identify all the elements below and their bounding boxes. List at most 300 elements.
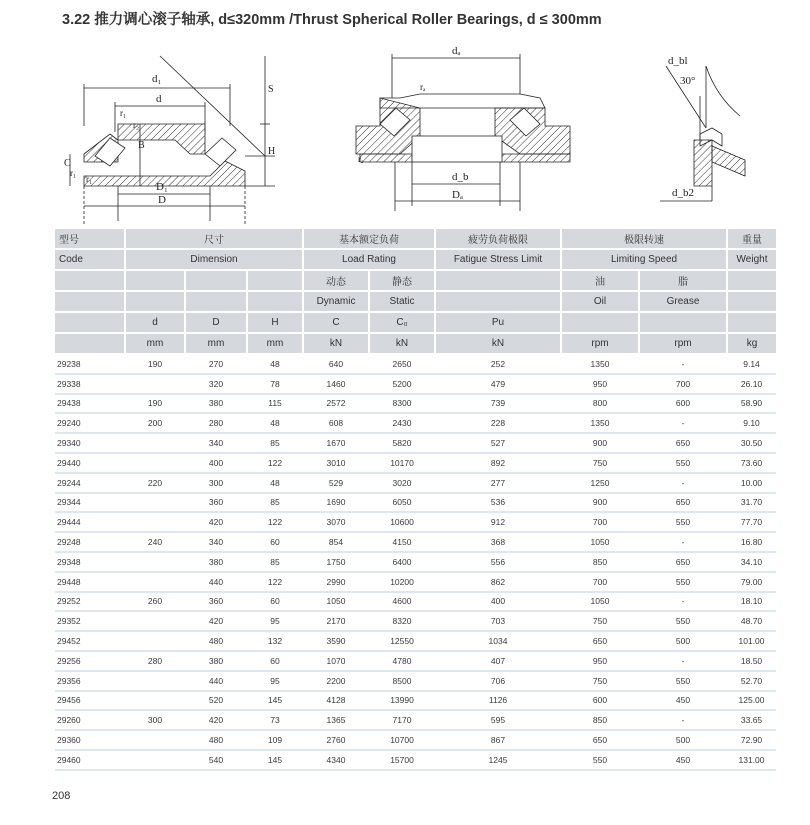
cell-D: 340	[185, 433, 247, 453]
header-dynamic-cn: 动态	[303, 270, 369, 291]
cell-d: 190	[125, 354, 185, 374]
cell-grease: -	[639, 413, 727, 433]
table-row	[55, 493, 776, 513]
table-body	[55, 354, 776, 770]
cell-H: 78	[247, 374, 303, 394]
cell-weight: 10.00	[727, 473, 776, 493]
cell-code: 29248	[55, 532, 125, 552]
cell-C: 3070	[303, 512, 369, 532]
cell-Pu: 536	[435, 493, 561, 513]
cell-grease: 650	[639, 493, 727, 513]
header-code-en: Code	[55, 249, 125, 270]
cell-D: 420	[185, 710, 247, 730]
header-H: H	[247, 312, 303, 333]
cell-weight: 34.10	[727, 552, 776, 572]
cell-C: 529	[303, 473, 369, 493]
label-db2: d_b2	[672, 187, 694, 199]
cell-weight: 9.14	[727, 354, 776, 374]
table-row	[55, 572, 776, 592]
label-ra-side: rₐ	[358, 154, 364, 164]
bearing-section-diagram	[70, 56, 275, 226]
cell-oil: 1350	[561, 354, 639, 374]
cell-code: 29338	[55, 374, 125, 394]
header-d: d	[125, 312, 185, 333]
cell-d: 240	[125, 532, 185, 552]
cell-oil: 900	[561, 433, 639, 453]
unit-weight: kg	[727, 333, 776, 354]
cell-C0: 5200	[369, 374, 435, 394]
cell-D: 420	[185, 512, 247, 532]
cell-H: 95	[247, 611, 303, 631]
cell-oil: 1250	[561, 473, 639, 493]
header-fatigue-cn: 疲劳负荷极限	[435, 229, 561, 249]
cell-oil: 650	[561, 730, 639, 750]
label-H: H	[268, 146, 276, 157]
cell-oil: 650	[561, 631, 639, 651]
cell-C0: 7170	[369, 710, 435, 730]
cell-H: 145	[247, 691, 303, 711]
cell-code: 29360	[55, 730, 125, 750]
cell-C0: 3020	[369, 473, 435, 493]
cell-H: 60	[247, 651, 303, 671]
cell-grease: 450	[639, 691, 727, 711]
cell-code: 29256	[55, 651, 125, 671]
cell-grease: 700	[639, 374, 727, 394]
cell-weight: 79.00	[727, 572, 776, 592]
cell-C0: 6400	[369, 552, 435, 572]
unit-d: mm	[125, 333, 185, 354]
cell-H: 48	[247, 473, 303, 493]
label-D1: D₁	[156, 181, 168, 193]
header-oil-en: Oil	[561, 291, 639, 312]
cell-weight: 58.90	[727, 394, 776, 414]
cell-H: 95	[247, 671, 303, 691]
table-row	[55, 710, 776, 730]
cell-D: 400	[185, 453, 247, 473]
cell-oil: 750	[561, 611, 639, 631]
cell-grease: 550	[639, 512, 727, 532]
cell-C: 1050	[303, 592, 369, 612]
cell-Pu: 912	[435, 512, 561, 532]
cell-C: 2170	[303, 611, 369, 631]
unit-oil: rpm	[561, 333, 639, 354]
cell-Pu: 862	[435, 572, 561, 592]
cell-D: 380	[185, 394, 247, 414]
cell-H: 122	[247, 453, 303, 473]
cell-C0: 10200	[369, 572, 435, 592]
cell-grease: 550	[639, 572, 727, 592]
cell-C: 1460	[303, 374, 369, 394]
table-row	[55, 651, 776, 671]
cell-C0: 8500	[369, 671, 435, 691]
cell-code: 29344	[55, 493, 125, 513]
label-C: C	[64, 158, 71, 169]
cell-Pu: 867	[435, 730, 561, 750]
cell-oil: 750	[561, 671, 639, 691]
cell-code: 29240	[55, 413, 125, 433]
cell-weight: 31.70	[727, 493, 776, 513]
cell-C0: 5820	[369, 433, 435, 453]
cell-C0: 2650	[369, 354, 435, 374]
cell-code: 29340	[55, 433, 125, 453]
table-row	[55, 532, 776, 552]
cell-code: 29260	[55, 710, 125, 730]
header-D: D	[185, 312, 247, 333]
bearing-diagrams	[0, 36, 810, 226]
cell-code: 29252	[55, 592, 125, 612]
cell-H: 122	[247, 512, 303, 532]
cell-d	[125, 750, 185, 770]
cell-H: 109	[247, 730, 303, 750]
cell-Pu: 703	[435, 611, 561, 631]
cell-oil: 850	[561, 552, 639, 572]
cell-C0: 10600	[369, 512, 435, 532]
cell-d: 200	[125, 413, 185, 433]
cell-d	[125, 631, 185, 651]
cell-code: 29244	[55, 473, 125, 493]
table-row	[55, 394, 776, 414]
cell-C0: 15700	[369, 750, 435, 770]
cell-D: 360	[185, 493, 247, 513]
cell-weight: 125.00	[727, 691, 776, 711]
cell-H: 48	[247, 354, 303, 374]
cell-Pu: 1034	[435, 631, 561, 651]
table-row	[55, 691, 776, 711]
cell-D: 300	[185, 473, 247, 493]
label-d: d	[156, 93, 162, 105]
header-load-rating-en: Load Rating	[303, 249, 435, 270]
header-limiting-speed-cn: 极限转速	[561, 229, 727, 249]
cell-oil: 550	[561, 750, 639, 770]
cell-H: 115	[247, 394, 303, 414]
cell-d	[125, 671, 185, 691]
cell-H: 122	[247, 572, 303, 592]
cell-Pu: 527	[435, 433, 561, 453]
cell-H: 132	[247, 631, 303, 651]
cell-H: 73	[247, 710, 303, 730]
cell-d	[125, 453, 185, 473]
section-number: 3.22	[62, 12, 91, 28]
cell-D: 540	[185, 750, 247, 770]
cell-d	[125, 730, 185, 750]
cell-Pu: 706	[435, 671, 561, 691]
label-D: D	[158, 194, 166, 206]
label-r1-top: r₁	[120, 108, 127, 118]
cell-Pu: 252	[435, 354, 561, 374]
cell-d	[125, 493, 185, 513]
cell-C0: 4150	[369, 532, 435, 552]
cell-D: 520	[185, 691, 247, 711]
label-S: S	[268, 84, 274, 95]
cell-C: 2760	[303, 730, 369, 750]
bearing-spec-table	[55, 229, 776, 771]
cell-weight: 48.70	[727, 611, 776, 631]
cell-Pu: 368	[435, 532, 561, 552]
header-oil-cn: 油	[561, 270, 639, 291]
label-da: dₐ	[452, 45, 461, 57]
cell-code: 29448	[55, 572, 125, 592]
cell-C: 1365	[303, 710, 369, 730]
cell-C: 1670	[303, 433, 369, 453]
cell-D: 380	[185, 552, 247, 572]
cell-H: 60	[247, 532, 303, 552]
cell-d	[125, 552, 185, 572]
cell-oil: 1050	[561, 592, 639, 612]
header-weight-en: Weight	[727, 249, 776, 270]
header-row-en	[55, 249, 776, 270]
header-Pu: Pu	[435, 312, 561, 333]
cell-C: 1750	[303, 552, 369, 572]
cell-C: 1070	[303, 651, 369, 671]
cell-weight: 16.80	[727, 532, 776, 552]
cell-code: 29452	[55, 631, 125, 651]
cell-D: 270	[185, 354, 247, 374]
label-db: d_b	[452, 171, 469, 183]
header-fatigue-en: Fatigue Stress Limit	[435, 249, 561, 270]
cell-code: 29348	[55, 552, 125, 572]
header-dimension-en: Dimension	[125, 249, 303, 270]
cell-C: 3590	[303, 631, 369, 651]
cell-H: 85	[247, 493, 303, 513]
cell-code: 29438	[55, 394, 125, 414]
cell-weight: 131.00	[727, 750, 776, 770]
table-row	[55, 631, 776, 651]
header-load-rating-cn: 基本额定负荷	[303, 229, 435, 249]
unit-grease: rpm	[639, 333, 727, 354]
cell-d	[125, 512, 185, 532]
header-limiting-speed-en: Limiting Speed	[561, 249, 727, 270]
table-row	[55, 453, 776, 473]
label-B: B	[138, 140, 145, 151]
cell-C0: 10170	[369, 453, 435, 473]
cell-D: 480	[185, 631, 247, 651]
cell-grease: -	[639, 532, 727, 552]
cell-Pu: 556	[435, 552, 561, 572]
cell-grease: -	[639, 710, 727, 730]
cell-grease: -	[639, 592, 727, 612]
cell-code: 29238	[55, 354, 125, 374]
header-row-cn	[55, 229, 776, 249]
page-number: 208	[52, 790, 71, 802]
cell-code: 29456	[55, 691, 125, 711]
cell-weight: 77.70	[727, 512, 776, 532]
header-row-sub-cn	[55, 270, 776, 291]
cell-D: 440	[185, 572, 247, 592]
cell-d	[125, 572, 185, 592]
cell-weight: 18.50	[727, 651, 776, 671]
unit-Pu: kN	[435, 333, 561, 354]
cell-d: 300	[125, 710, 185, 730]
table-row	[55, 374, 776, 394]
table-row	[55, 552, 776, 572]
label-r2: r₂	[133, 120, 140, 130]
cell-C0: 10700	[369, 730, 435, 750]
table-row	[55, 671, 776, 691]
cell-C: 2990	[303, 572, 369, 592]
cell-grease: 550	[639, 671, 727, 691]
cell-H: 145	[247, 750, 303, 770]
header-static-en: Static	[369, 291, 435, 312]
cell-weight: 73.60	[727, 453, 776, 473]
label-Da: Dₐ	[452, 189, 463, 201]
cell-code: 29460	[55, 750, 125, 770]
cell-Pu: 739	[435, 394, 561, 414]
cell-Pu: 479	[435, 374, 561, 394]
cell-d: 260	[125, 592, 185, 612]
cell-Pu: 595	[435, 710, 561, 730]
cell-grease: 450	[639, 750, 727, 770]
cell-D: 280	[185, 413, 247, 433]
cell-C: 1690	[303, 493, 369, 513]
table-row	[55, 413, 776, 433]
cell-oil: 700	[561, 572, 639, 592]
cell-C0: 13990	[369, 691, 435, 711]
cell-d: 190	[125, 394, 185, 414]
cell-Pu: 892	[435, 453, 561, 473]
label-ra-top: rₐ	[420, 82, 426, 92]
cell-oil: 750	[561, 453, 639, 473]
cell-weight: 9.10	[727, 413, 776, 433]
table-row	[55, 730, 776, 750]
header-dynamic-en: Dynamic	[303, 291, 369, 312]
cell-grease: 500	[639, 730, 727, 750]
cell-C0: 6050	[369, 493, 435, 513]
cell-C: 608	[303, 413, 369, 433]
cell-Pu: 1245	[435, 750, 561, 770]
cell-D: 380	[185, 651, 247, 671]
cell-grease: 500	[639, 631, 727, 651]
cell-C: 2200	[303, 671, 369, 691]
cell-D: 360	[185, 592, 247, 612]
cell-weight: 18.10	[727, 592, 776, 612]
unit-C: kN	[303, 333, 369, 354]
cell-weight: 52.70	[727, 671, 776, 691]
cell-oil: 1050	[561, 532, 639, 552]
cell-C0: 4780	[369, 651, 435, 671]
cell-oil: 950	[561, 374, 639, 394]
table-row	[55, 473, 776, 493]
cell-C: 4128	[303, 691, 369, 711]
cell-d	[125, 433, 185, 453]
detail-diagram-labels	[668, 55, 695, 199]
unit-D: mm	[185, 333, 247, 354]
cell-D: 320	[185, 374, 247, 394]
cell-H: 60	[247, 592, 303, 612]
cell-C0: 8300	[369, 394, 435, 414]
cell-oil: 850	[561, 710, 639, 730]
cell-code: 29356	[55, 671, 125, 691]
cell-C0: 4600	[369, 592, 435, 612]
table-row	[55, 512, 776, 532]
cell-C0: 2430	[369, 413, 435, 433]
header-C0: C₀	[369, 312, 435, 333]
header-dimension-cn: 尺寸	[125, 229, 303, 249]
cell-weight: 33.65	[727, 710, 776, 730]
cell-code: 29444	[55, 512, 125, 532]
cell-oil: 900	[561, 493, 639, 513]
cell-oil: 700	[561, 512, 639, 532]
cell-weight: 72.90	[727, 730, 776, 750]
cell-C0: 12550	[369, 631, 435, 651]
cell-C: 2572	[303, 394, 369, 414]
cell-weight: 30.50	[727, 433, 776, 453]
cell-d: 220	[125, 473, 185, 493]
label-d1: d₁	[152, 73, 162, 85]
cell-D: 480	[185, 730, 247, 750]
cell-C: 4340	[303, 750, 369, 770]
label-r1-bottom: r₁	[86, 174, 93, 184]
cell-D: 420	[185, 611, 247, 631]
cell-C: 3010	[303, 453, 369, 473]
cell-oil: 1350	[561, 413, 639, 433]
unit-H: mm	[247, 333, 303, 354]
cell-d: 280	[125, 651, 185, 671]
cell-grease: -	[639, 354, 727, 374]
cell-H: 85	[247, 433, 303, 453]
cell-Pu: 400	[435, 592, 561, 612]
label-dbl: d_bl	[668, 55, 688, 67]
cell-grease: 600	[639, 394, 727, 414]
mounting-diagram	[356, 54, 570, 211]
cell-d	[125, 691, 185, 711]
title-text: 推力调心滚子轴承, d≤320mm /Thrust Spherical Roller Bearings, d ≤ 300mm	[94, 12, 602, 28]
label-30deg: 30°	[680, 75, 696, 87]
cell-d	[125, 611, 185, 631]
cell-grease: 650	[639, 433, 727, 453]
table-row	[55, 750, 776, 770]
cell-Pu: 228	[435, 413, 561, 433]
label-r1-side: r₁	[70, 168, 77, 178]
cell-C: 854	[303, 532, 369, 552]
cell-H: 48	[247, 413, 303, 433]
header-grease-en: Grease	[639, 291, 727, 312]
header-grease-cn: 脂	[639, 270, 727, 291]
cell-grease: 650	[639, 552, 727, 572]
cell-Pu: 1126	[435, 691, 561, 711]
cell-weight: 26.10	[727, 374, 776, 394]
header-code-cn: 型号	[55, 229, 125, 249]
table-row	[55, 592, 776, 612]
table-row	[55, 354, 776, 374]
header-row-sub-en	[55, 291, 776, 312]
cell-grease: 550	[639, 611, 727, 631]
table-row	[55, 433, 776, 453]
cell-D: 440	[185, 671, 247, 691]
cell-D: 340	[185, 532, 247, 552]
cell-code: 29440	[55, 453, 125, 473]
page-title	[62, 8, 602, 29]
detail-diagram	[660, 66, 745, 201]
header-row-units	[55, 333, 776, 354]
cell-grease: 550	[639, 453, 727, 473]
cell-code: 29352	[55, 611, 125, 631]
cell-Pu: 277	[435, 473, 561, 493]
cell-grease: -	[639, 473, 727, 493]
cell-grease: -	[639, 651, 727, 671]
header-row-symbols	[55, 312, 776, 333]
cell-oil: 950	[561, 651, 639, 671]
cell-weight: 101.00	[727, 631, 776, 651]
header-static-cn: 静态	[369, 270, 435, 291]
cell-C0: 8320	[369, 611, 435, 631]
cell-H: 85	[247, 552, 303, 572]
header-C: C	[303, 312, 369, 333]
cell-d	[125, 374, 185, 394]
cell-C: 640	[303, 354, 369, 374]
unit-C0: kN	[369, 333, 435, 354]
table-row	[55, 611, 776, 631]
cell-oil: 800	[561, 394, 639, 414]
